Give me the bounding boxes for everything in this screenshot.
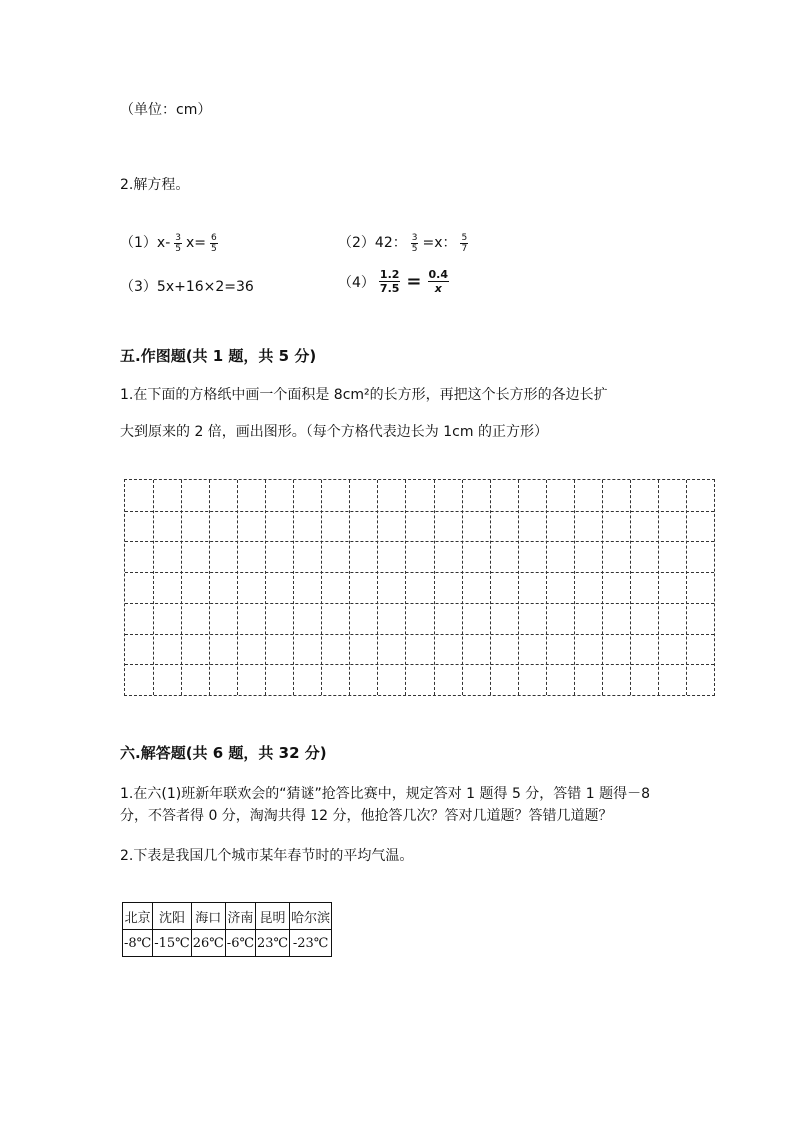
table-row-cities (123, 903, 332, 930)
section6-heading: 六.解答题(共 6 题，共 32 分) (120, 744, 327, 762)
table-cell: -8℃ (123, 930, 153, 957)
table-cell: 济南 (225, 903, 255, 930)
table-row-temps (123, 930, 332, 957)
table-cell: 23℃ (256, 930, 290, 957)
grid-line-vertical (405, 480, 406, 695)
grid-line-vertical (546, 480, 547, 695)
grid-line-vertical (518, 480, 519, 695)
eq2-frac2-den: 7 (461, 243, 468, 254)
eq4-frac2-den: x (434, 282, 442, 295)
grid-line-vertical (209, 480, 210, 695)
grid-line-vertical (574, 480, 575, 695)
table-cell: 昆明 (256, 903, 290, 930)
table-cell: 26℃ (191, 930, 225, 957)
grid-line-vertical (321, 480, 322, 695)
eq4-fraction-1 (379, 268, 401, 295)
eq2-fraction-1 (411, 233, 419, 254)
eq4-prefix: （4） (338, 274, 375, 291)
section5-heading: 五.作图题(共 1 题，共 5 分) (120, 347, 317, 365)
eq4-equals: = (406, 271, 422, 292)
section6-q1: 1.在六(1)班新年联欢会的“猜谜”抢答比赛中，规定答对 1 题得 5 分，答错 1 题得－8 分，不答者得 0 分，淘淘共得 12 分，他抢答几次？答对几道题？答错几道题？ (120, 786, 651, 824)
table-cell: 哈尔滨 (290, 903, 332, 930)
eq2-frac2-num: 5 (461, 232, 468, 243)
eq1-frac2-num: 6 (211, 232, 217, 243)
grid-line-vertical (153, 480, 154, 695)
eq1-fraction-1 (174, 233, 182, 254)
table-cell: 沈阳 (153, 903, 191, 930)
grid-line-vertical (630, 480, 631, 695)
section5-q1-line2: 大到原来的 2 倍，画出图形。（每个方格代表边长为 1cm 的正方形） (120, 424, 548, 440)
eq2-mid: =x： (422, 235, 457, 251)
equation-2 (338, 232, 472, 254)
eq4-fraction-2 (428, 268, 450, 295)
table-cell: -6℃ (225, 930, 255, 957)
equation-4 (338, 268, 453, 295)
grid-line-vertical (349, 480, 350, 695)
grid-line-vertical (602, 480, 603, 695)
eq1-frac1-num: 3 (175, 232, 181, 243)
grid-line-vertical (237, 480, 238, 695)
table-cell: 北京 (123, 903, 153, 930)
grid-line-vertical (377, 480, 378, 695)
eq2-frac1-den: 5 (411, 243, 418, 254)
grid-line-horizontal (125, 664, 714, 665)
eq1-prefix: （1）x- (120, 235, 171, 251)
eq2-fraction-2 (460, 233, 468, 254)
grid-line-vertical (462, 480, 463, 695)
grid-line-vertical (490, 480, 491, 695)
equation-3: （3）5x+16×2=36 (120, 279, 254, 295)
grid-line-horizontal (125, 634, 714, 635)
section5-q1-line1: 1.在下面的方格纸中画一个面积是 8cm²的长方形，再把这个长方形的各边长扩 (120, 387, 608, 403)
eq4-frac1-num: 1.2 (379, 268, 400, 281)
eq1-fraction-2 (210, 233, 218, 254)
grid-line-vertical (181, 480, 182, 695)
equation-1 (120, 232, 222, 254)
eq1-mid: x= (185, 235, 206, 251)
eq1-frac1-den: 5 (175, 243, 181, 254)
section6-q2: 2.下表是我国几个城市某年春节时的平均气温。 (120, 848, 414, 864)
grid-line-horizontal (125, 541, 714, 542)
unit-note: （单位：cm） (120, 102, 212, 118)
temperature-table (122, 902, 332, 957)
grid-line-vertical (293, 480, 294, 695)
eq1-frac2-den: 5 (211, 243, 217, 254)
q2-title: 2.解方程。 (120, 177, 190, 193)
grid-line-vertical (686, 480, 687, 695)
grid-line-horizontal (125, 572, 714, 573)
eq4-frac1-den: 7.5 (379, 282, 400, 295)
eq2-frac1-num: 3 (411, 232, 418, 243)
table-cell: -23℃ (290, 930, 332, 957)
grid-line-vertical (658, 480, 659, 695)
table-cell: 海口 (191, 903, 225, 930)
grid-line-horizontal (125, 603, 714, 604)
eq4-frac2-num: 0.4 (428, 268, 449, 281)
grid-line-horizontal (125, 511, 714, 512)
table-cell: -15℃ (153, 930, 191, 957)
grid-line-vertical (434, 480, 435, 695)
graph-paper-grid (124, 479, 715, 696)
eq2-prefix: （2）42： (338, 235, 407, 251)
grid-line-vertical (265, 480, 266, 695)
